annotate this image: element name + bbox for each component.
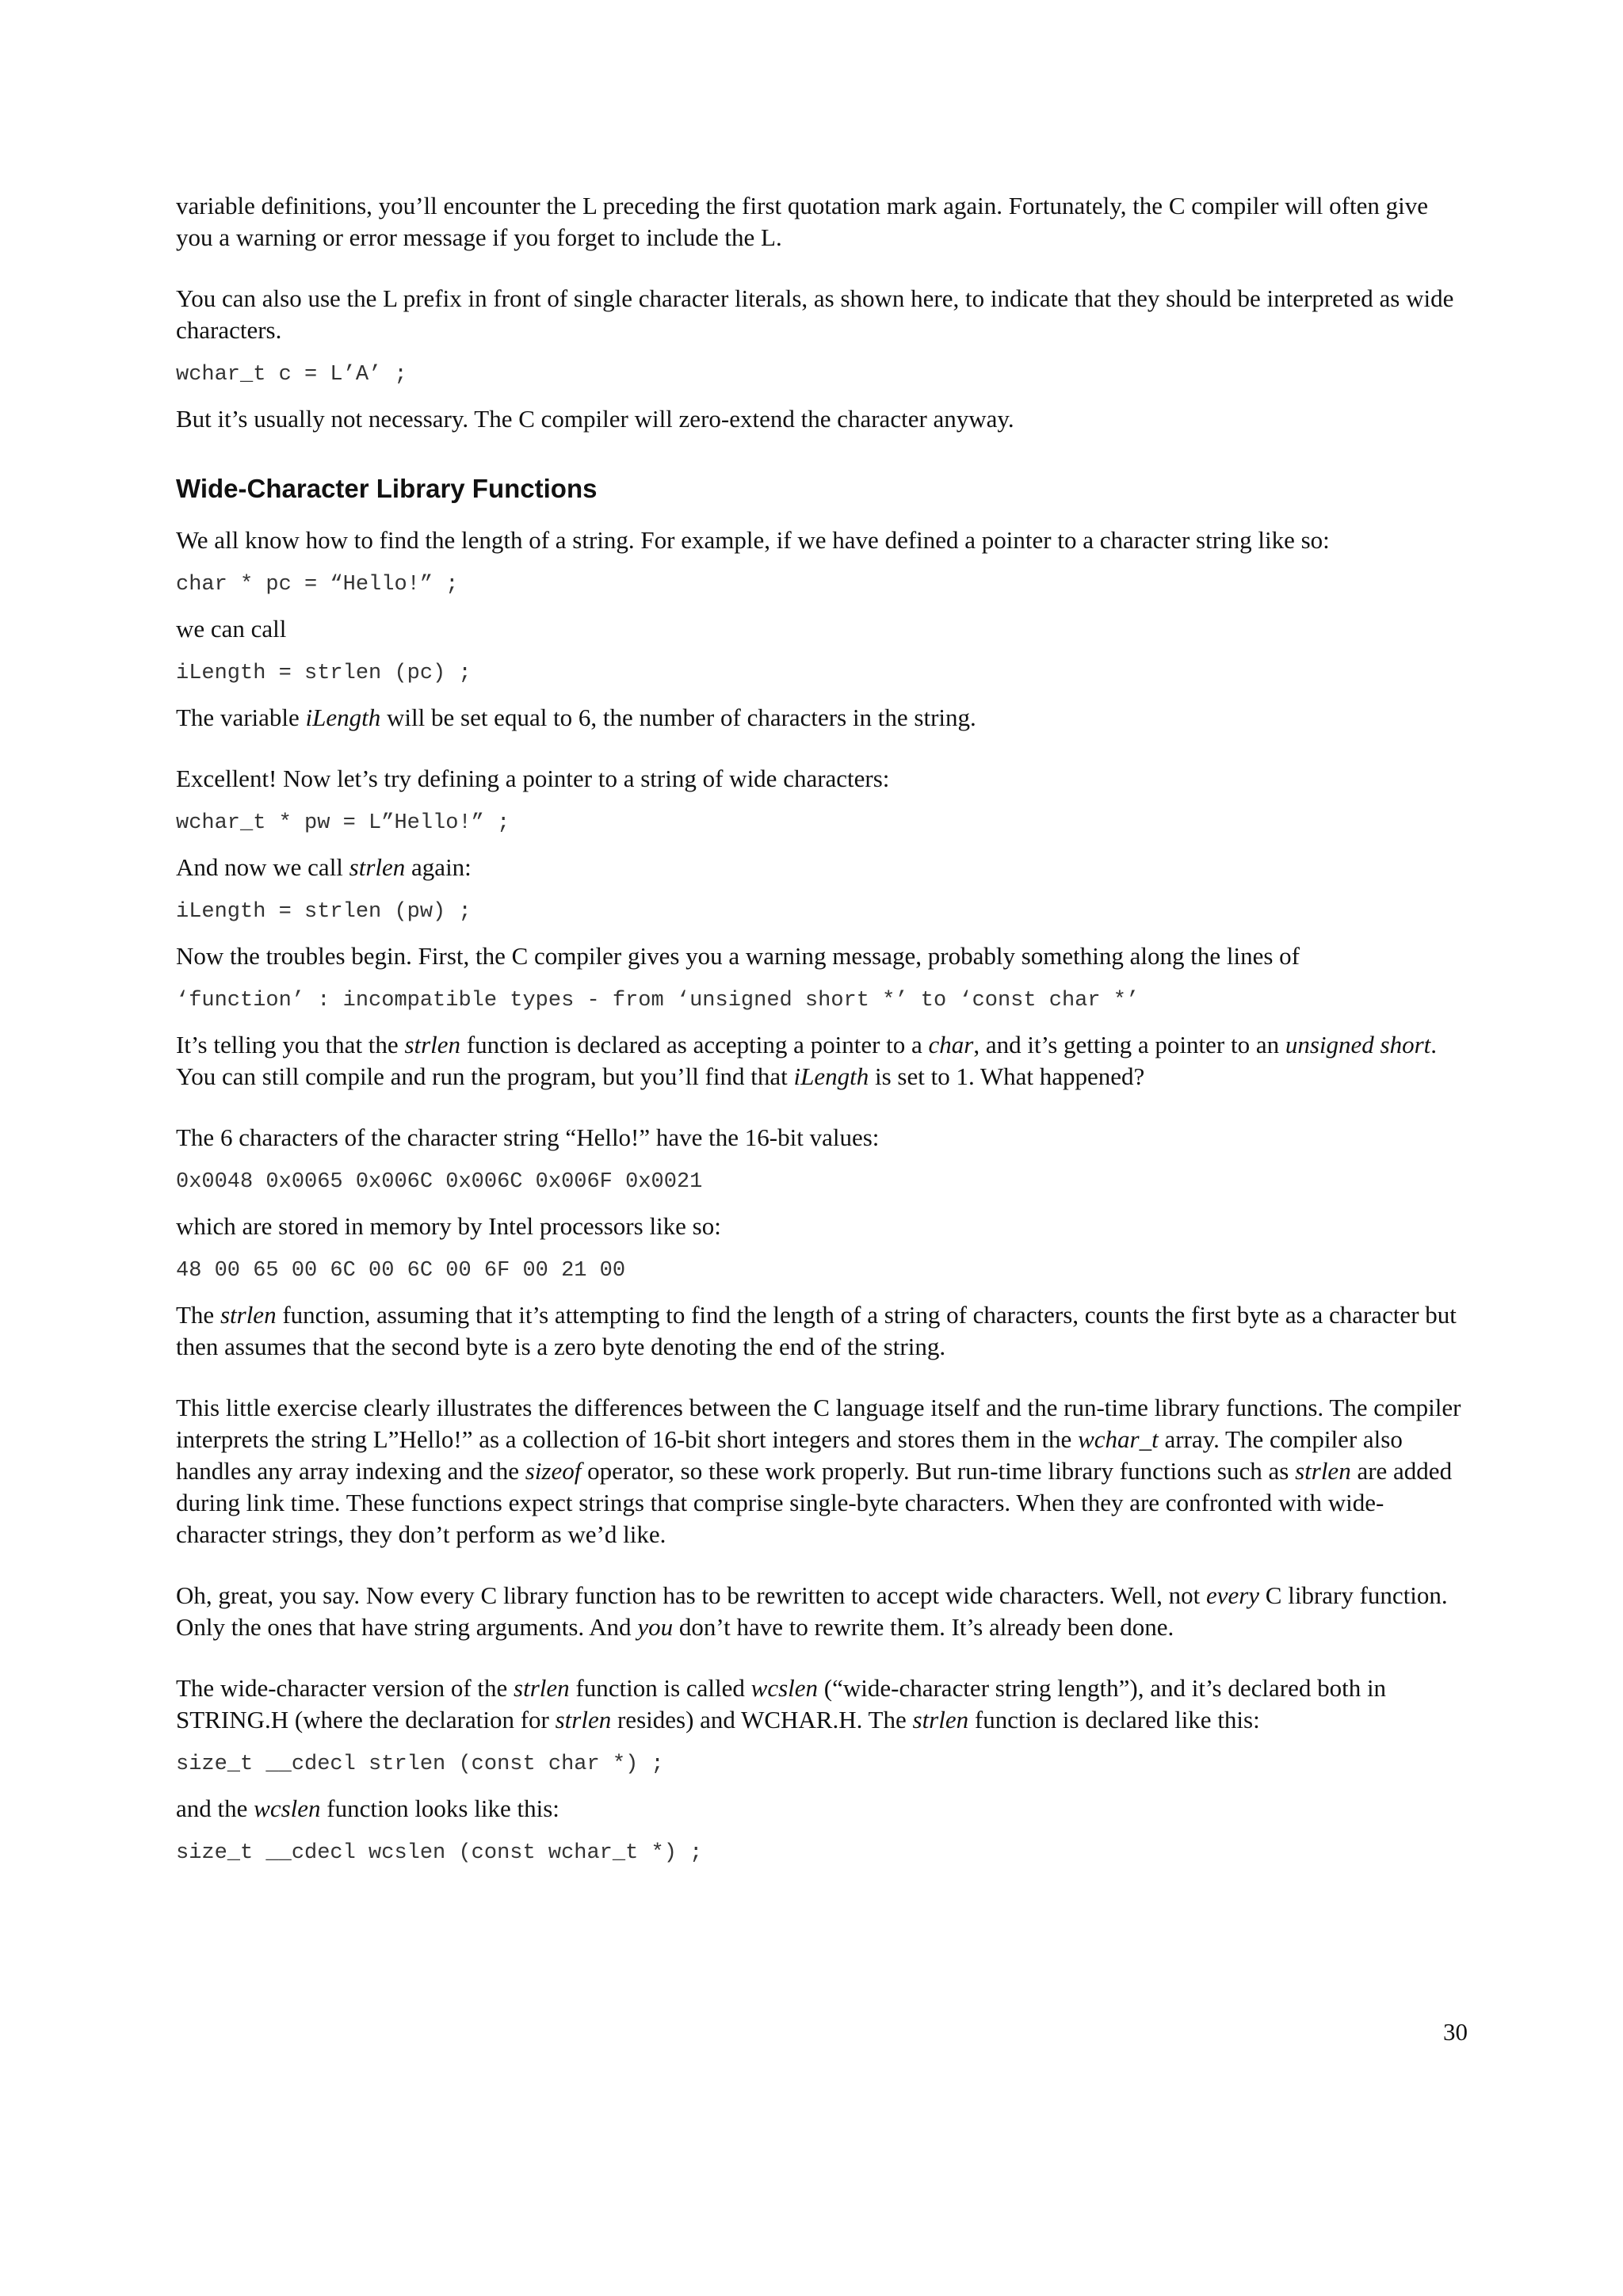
code-warning-message: ‘function’ : incompatible types - from ‘unsigned short *’ to ‘const char *’ <box>176 989 1140 1013</box>
page-number: 30 <box>1443 2018 1468 2046</box>
code-char-pointer: char * pc = “Hello!” ; <box>176 573 459 597</box>
paragraph-string-length: We all know how to find the length of a string. For example, if we have defined a pointer to a character string like so: <box>176 526 1330 554</box>
code-memory-bytes: 48 00 65 00 6C 00 6C 00 6F 00 21 00 <box>176 1259 626 1283</box>
paragraph-troubles: Now the troubles begin. First, the C compiler gives you a warning message, probably something along the lines of <box>176 942 1300 970</box>
paragraph-rewritten: Oh, great, you say. Now every C library function has to be rewritten to accept wide characters. Well, not every C library function. Only the ones that have string arguments. And you don’t have to rewrite them. It’s already been done. <box>176 1581 1448 1641</box>
code-wchar-pointer: wchar_t * pw = L”Hello!” ; <box>176 811 510 835</box>
paragraph-runtime-library: This little exercise clearly illustrates the differences between the C language itself and the run-time library functions. The compiler interprets the string L”Hello!” as a collection of 16-bit short integers and stores them in the wchar_t array. The compiler also handles any array indexing and the sizeof operator, so these work properly. But run-time library functions such as strlen are added during link time. These functions expect strings that comprise single-byte characters. When they are confronted with wide-character strings, they don’t perform as we’d like. <box>176 1394 1461 1548</box>
paragraph-16bit-values: The 6 characters of the character string “Hello!” have the 16-bit values: <box>176 1123 880 1151</box>
paragraph-l-prefix: You can also use the L prefix in front of single character literals, as shown here, to indicate that they should be interpreted as wide characters. <box>176 284 1454 344</box>
paragraph-wcslen: The wide-character version of the strlen function is called wcslen (“wide-character string length”), and it’s declared both in STRING.H (where the declaration for strlen resides) and WCHAR.H. The strlen function is declared like this: <box>176 1674 1387 1733</box>
code-hex-values: 0x0048 0x0065 0x006C 0x006C 0x006F 0x0021 <box>176 1170 703 1194</box>
paragraph-we-can-call: we can call <box>176 615 287 643</box>
paragraph-incompatible: It’s telling you that the strlen function is declared as accepting a pointer to a char, and it’s getting a pointer to an unsigned short. You can still compile and run the program, but you’ll find that iLength is set to 1. What happened? <box>176 1031 1438 1090</box>
paragraph-strlen-assumption: The strlen function, assuming that it’s attempting to find the length of a string of characters, counts the first byte as a character but then assumes that the second byte is a zero byte denoting the end of the string. <box>176 1301 1457 1360</box>
paragraph-intro: variable definitions, you’ll encounter the L preceding the first quotation mark again. Fortunately, the C compiler will often give you a warning or error message if you forget to include the L. <box>176 192 1428 251</box>
code-wchar-literal: wchar_t c = L’A’ ; <box>176 363 407 387</box>
section-heading: Wide-Character Library Functions <box>176 474 598 503</box>
paragraph-zero-extend: But it’s usually not necessary. The C compiler will zero-extend the character anyway. <box>176 405 1014 433</box>
paragraph-call-strlen-again: And now we call strlen again: <box>176 853 472 881</box>
paragraph-wide-pointer: Excellent! Now let’s try defining a pointer to a string of wide characters: <box>176 765 890 792</box>
code-strlen-pc: iLength = strlen (pc) ; <box>176 662 472 685</box>
code-strlen-pw: iLength = strlen (pw) ; <box>176 900 472 924</box>
document-page <box>176 190 1468 1882</box>
paragraph-wcslen-looks: and the wcslen function looks like this: <box>176 1794 559 1822</box>
code-wcslen-declaration: size_t __cdecl wcslen (const wchar_t *) ; <box>176 1841 703 1865</box>
code-strlen-declaration: size_t __cdecl strlen (const char *) ; <box>176 1753 664 1776</box>
paragraph-ilength-six: The variable iLength will be set equal to 6, the number of characters in the string. <box>176 704 976 731</box>
paragraph-memory-storage: which are stored in memory by Intel processors like so: <box>176 1212 721 1240</box>
